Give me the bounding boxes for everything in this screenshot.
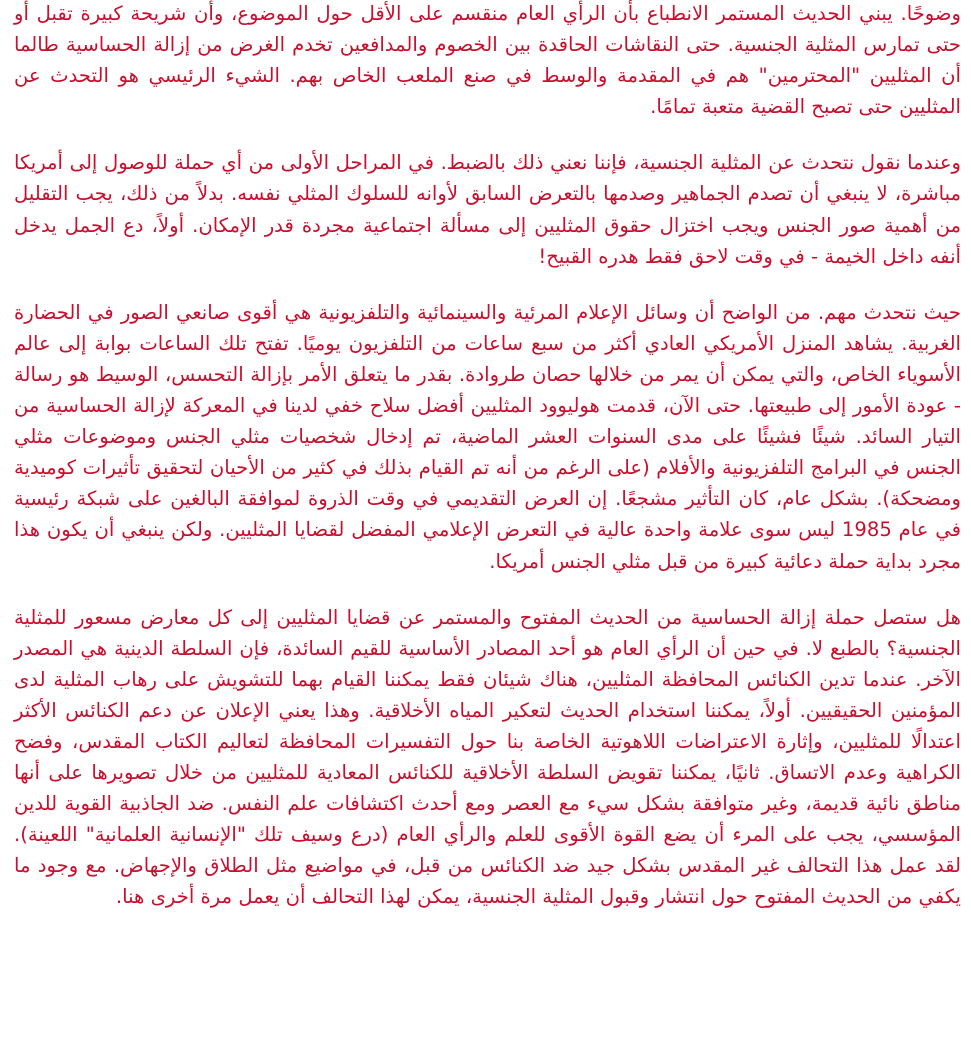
paragraph-4: هل ستصل حملة إزالة الحساسية من الحديث المفتوح والمستمر عن قضايا المثليين إلى كل معارض مسعور للمثلية الجنسية؟ بالطبع لا. في حين أن الرأي العام هو أحد المصادر الأساسية للقيم السائدة، فإن السلطة الدينية هي المصدر الآخر. عندما تدين الكنائس المحافظة المثليين، هناك شيئان فقط يمكننا القيام بهما للتشويش على رهاب المثلية لدى المؤمنين الحقيقيين. أولاً، يمكننا استخدام الحديث لتعكير المياه الأخلاقية. وهذا يعني الإعلان عن دعم الكنائس الأكثر اعتدالًا للمثليين، وإثارة الاعتراضات اللاهوتية الخاصة بنا حول التفسيرات المحافظة لتعاليم الكتاب المقدس، وفضح الكراهية وعدم الاتساق. ثانيًا، يمكننا تقويض السلطة الأخلاقية للكنائس المعادية للمثليين من خلال تصويرها على أنها مناطق نائية قديمة، وغير متوافقة بشكل سيء مع العصر ومع أحدث اكتشافات علم النفس. ضد الجاذبية القوية للدين المؤسسي، يجب على المرء أن يضع القوة الأقوى للعلم والرأي العام (درع وسيف تلك "الإنسانية العلمانية" اللعينة). لقد عمل هذا التحالف غير المقدس بشكل جيد ضد الكنائس من قبل، في مواضيع مثل الطلاق والإجهاض. مع وجود ما يكفي من الحديث المفتوح حول انتشار وقبول المثلية الجنسية، يمكن لهذا التحالف أن يعمل مرة أخرى هنا. <box>14 605 961 909</box>
paragraph-gap <box>14 272 961 297</box>
paragraph-1: وضوحًا. يبني الحديث المستمر الانطباع بأن الرأي العام منقسم على الأقل حول الموضوع، وأن شريحة كبيرة تقبل أو حتى تمارس المثلية الجنسية. حتى النقاشات الحاقدة بين الخصوم والمدافعين تخدم الغرض من إزالة الحساسية طالما أن المثليين "المحترمين" هم في المقدمة والوسط في صنع الملعب الخاص بهم. الشيء الرئيسي هو التحدث عن المثليين حتى تصبح القضية متعبة تمامًا. <box>14 2 961 119</box>
paragraph-2: وعندما نقول نتحدث عن المثلية الجنسية، فإننا نعني ذلك بالضبط. في المراحل الأولى من أي حملة للوصول إلى أمريكا مباشرة، لا ينبغي أن تصدم الجماهير وصدمها بالتعرض السابق لأوانه للسلوك المثلي نفسه. بدلاً من ذلك، يجب التقليل من أهمية صور الجنس ويجب اختزال حقوق المثليين إلى مسألة اجتماعية مجردة قدر الإمكان. أولاً، دع الجمل يدخل أنفه داخل الخيمة - في وقت لاحق فقط هدره القبيح! <box>14 151 961 268</box>
paragraph-gap <box>14 577 961 602</box>
paragraph-3: حيث نتحدث مهم. من الواضح أن وسائل الإعلام المرئية والسينمائية والتلفزيونية هي أقوى صانعي الصور في الحضارة الغربية. يشاهد المنزل الأمريكي العادي أكثر من سبع ساعات من التلفزيون يوميًا. تفتح تلك الساعات بوابة إلى عالم الأسوياء الخاص، والتي يمكن أن يمر من خلالها حصان طروادة. بقدر ما يتعلق الأمر بإزالة التحسس، الوسيط هو رسالة - عودة الأمور إلى طبيعتها. حتى الآن، قدمت هوليوود المثليين أفضل سلاح خفي لدينا في المعركة لإزالة الحساسية من التيار السائد. شيئًا فشيئًا على مدى السنوات العشر الماضية، تم إدخال شخصيات مثلي الجنس وموضوعات مثلي الجنس في البرامج التلفزيونية والأفلام (على الرغم من أنه تم القيام بذلك في كثير من الأحيان لتحقيق تأثيرات كوميدية ومضحكة). بشكل عام، كان التأثير مشجعًا. إن العرض التقديمي في وقت الذروة لموافقة البالغين على شبكة رئيسية في عام 1985 ليس سوى علامة واحدة عالية في التعرض الإعلامي المفضل لقضايا المثليين. ولكن ينبغي أن يكون هذا مجرد بداية حملة دعائية كبيرة من قبل مثلي الجنس أمريكا. <box>14 300 961 573</box>
paragraph-gap <box>14 122 961 147</box>
